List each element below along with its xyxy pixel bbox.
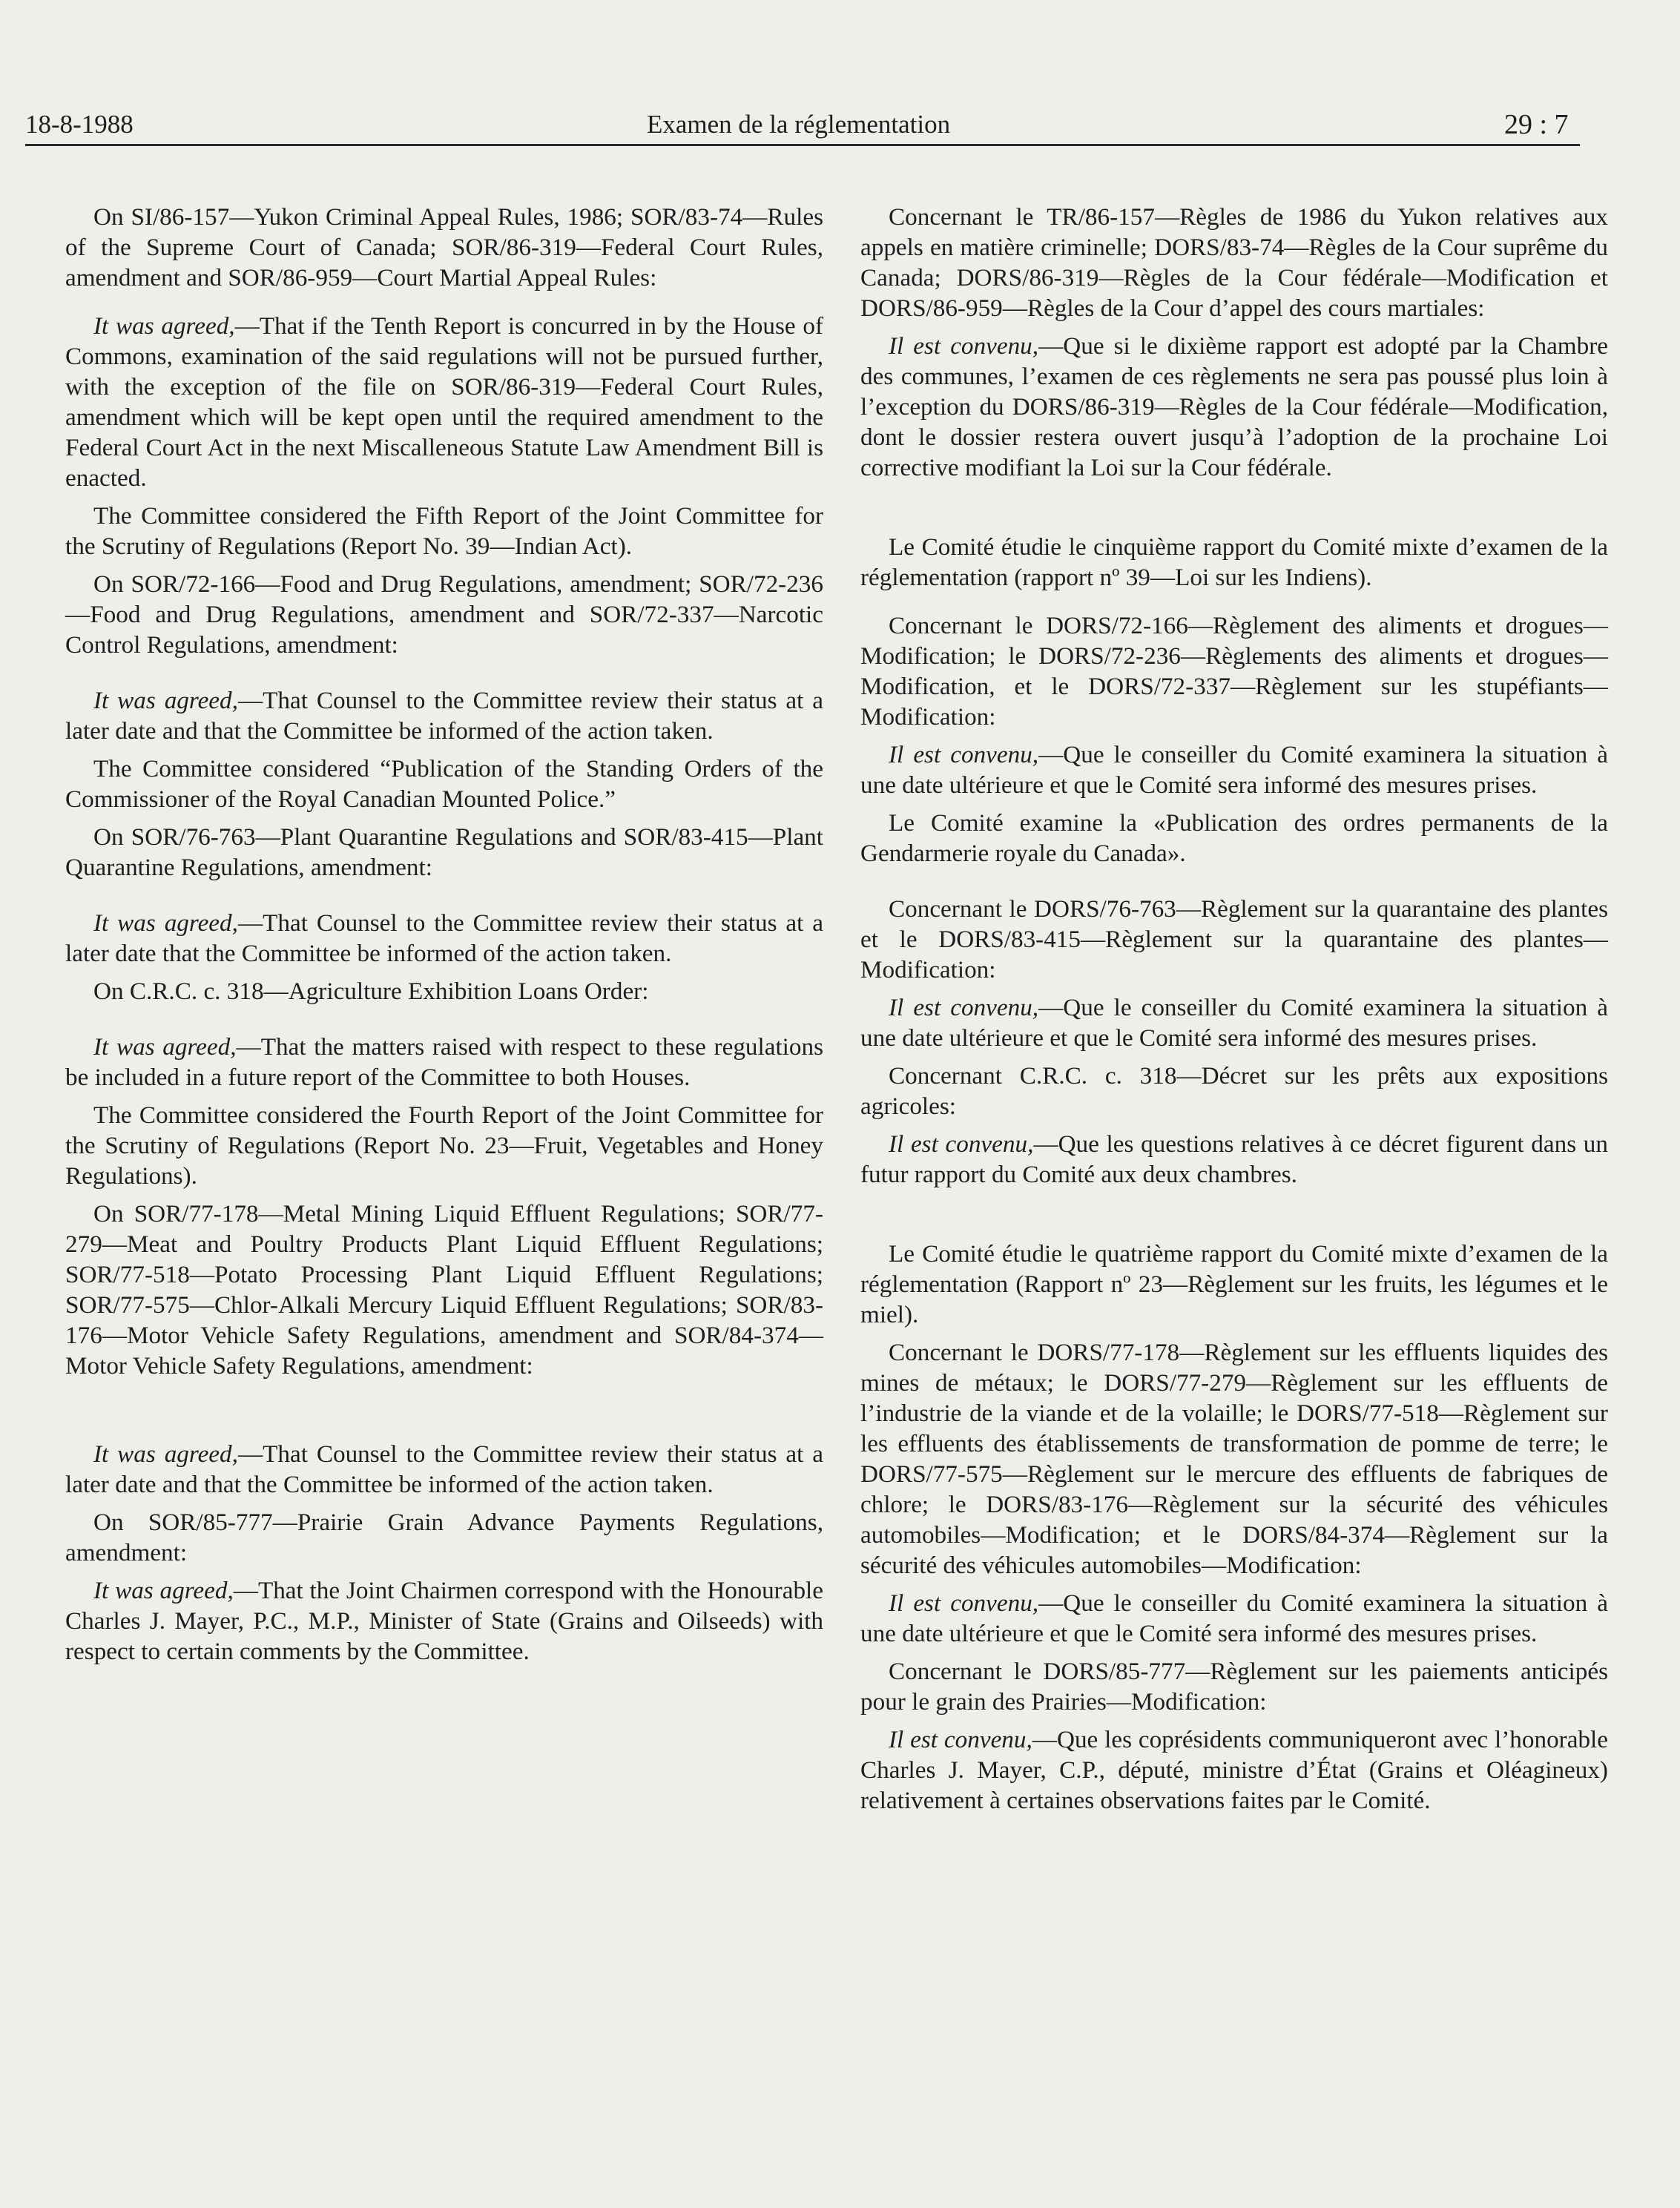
paragraph: Concernant le TR/86-157—Règles de 1986 du Yukon relatives aux appels en matière criminelle; DORS/83-74—Règles de la Cour suprême du Canada; DORS/86-319—Règles de la Cour fédérale—Modification et DORS/86-959—Règles de la Cour d’appel des cours martiales: <box>860 203 1608 322</box>
resolution-lead: Il est convenu, <box>889 994 1039 1021</box>
resolution-text: —Que les coprésidents communiqueront avec l’honorable Charles J. Mayer, C.P., député, ministre d’État (Grains et Oléagineux) relativement à certaines observations faites par le Comité. <box>860 1726 1608 1814</box>
paragraph: On SOR/76-763—Plant Quarantine Regulations and SOR/83-415—Plant Quarantine Regulations, amendment: <box>65 823 823 881</box>
paragraph: Concernant C.R.C. c. 318—Décret sur les prêts aux expositions agricoles: <box>860 1062 1608 1120</box>
resolution-text: —That Counsel to the Committee review their status at a later date that the Committee be informed of the action taken. <box>65 909 824 967</box>
header-title: Examen de la réglementation <box>647 110 951 139</box>
resolution-text: —Que le conseiller du Comité examinera la situation à une date ultérieure et que le Comité sera informé des mesures prises. <box>860 994 1608 1052</box>
resolution <box>860 739 1608 800</box>
paragraph: The Committee considered “Publication of the Standing Orders of the Commissioner of the Royal Canadian Mounted Police.” <box>65 755 823 813</box>
resolution <box>860 1588 1608 1649</box>
french-column <box>860 202 1608 1816</box>
resolution-lead: Il est convenu, <box>889 332 1039 360</box>
resolution <box>65 311 823 493</box>
header-rule <box>25 144 1580 146</box>
paragraph: Le Comité étudie le quatrième rapport du Comité mixte d’examen de la réglementation (Rapport nº 23—Règlement sur les fruits, les légumes et le miel). <box>860 1240 1608 1328</box>
paragraph: Concernant le DORS/76-763—Règlement sur la quarantaine des plantes et le DORS/83-415—Règlement sur la quarantaine des plantes—Modification: <box>860 895 1608 983</box>
resolution <box>65 1575 823 1667</box>
paragraph: Le Comité étudie le cinquième rapport du Comité mixte d’examen de la réglementation (rapport nº 39—Loi sur les Indiens). <box>860 533 1608 591</box>
resolution <box>65 1032 823 1093</box>
resolution <box>860 992 1608 1053</box>
resolution <box>860 1724 1608 1816</box>
paragraph: On C.R.C. c. 318—Agriculture Exhibition Loans Order: <box>93 978 649 1005</box>
resolution-lead: It was agreed, <box>93 1577 234 1604</box>
resolution-lead: Il est convenu, <box>889 1726 1032 1753</box>
resolution-text: —Que si le dixième rapport est adopté par la Chambre des communes, l’examen de ces règlements ne sera pas poussé plus loin à l’exception du DORS/86-319—Règles de la Cour fédérale—Modification, dont le dossier restera ouvert jusqu’à l’adoption de la prochaine Loi corrective modifiant la Loi sur la Cour fédérale. <box>860 332 1608 481</box>
paragraph: Le Comité examine la «Publication des ordres permanents de la Gendarmerie royale du Canada». <box>860 809 1608 867</box>
paragraph: On SOR/85-777—Prairie Grain Advance Payments Regulations, amendment: <box>65 1509 823 1566</box>
paragraph: On SI/86-157—Yukon Criminal Appeal Rules, 1986; SOR/83-74—Rules of the Supreme Court of Canada; SOR/86-319—Federal Court Rules, amendment and SOR/86-959—Court Martial Appeal Rules: <box>65 203 823 291</box>
resolution-lead: It was agreed, <box>93 687 238 714</box>
resolution <box>860 331 1608 483</box>
resolution-lead: Il est convenu, <box>889 741 1039 768</box>
header-date: 18-8-1988 <box>25 110 134 139</box>
resolution-text: —That Counsel to the Committee review their status at a later date and that the Committee be informed of the action taken. <box>65 687 824 745</box>
resolution <box>860 1129 1608 1190</box>
paragraph: Concernant le DORS/72-166—Règlement des aliments et drogues—Modification; le DORS/72-236—Règlements des aliments et drogues—Modification, et le DORS/72-337—Règlement sur les stupéfiants—Modification: <box>860 612 1608 731</box>
resolution-lead: It was agreed, <box>93 1440 238 1468</box>
page-number: 29 : 7 <box>1504 109 1569 140</box>
paragraph: Concernant le DORS/77-178—Règlement sur les effluents liquides des mines de métaux; le DORS/77-279—Règlement sur les effluents de l’industrie de la viande et de la volaille; le DORS/77-518—Règlement sur les effluents des établissements de transformation de pomme de terre; le DORS/77-575—Règlement sur le mercure des effluents de fabriques de chlore; le DORS/83-176—Règlement sur la sécurité des véhicules automobiles—Modification; et le DORS/84-374—Règlement sur la sécurité des véhicules automobiles—Modification: <box>860 1339 1608 1579</box>
paragraph: The Committee considered the Fourth Report of the Joint Committee for the Scrutiny of Regulations (Report No. 23—Fruit, Vegetables and Honey Regulations). <box>65 1101 823 1190</box>
resolution-text: —That if the Tenth Report is concurred in by the House of Commons, examination of the said regulations will not be pursued further, with the exception of the file on SOR/86-319—Federal Court Rules, amendment which will be kept open until the required amendment to the Federal Court Act in the next Miscalleneous Statute Law Amendment Bill is enacted. <box>65 312 824 492</box>
resolution <box>65 908 823 969</box>
resolution-text: —Que le conseiller du Comité examinera la situation à une date ultérieure et que le Comité sera informé des mesures prises. <box>860 741 1608 799</box>
resolution-text: —Que les questions relatives à ce décret figurent dans un futur rapport du Comité aux deux chambres. <box>860 1130 1608 1188</box>
paragraph: The Committee considered the Fifth Report of the Joint Committee for the Scrutiny of Regulations (Report No. 39—Indian Act). <box>65 502 823 560</box>
resolution-text: —That Counsel to the Committee review their status at a later date and that the Committee be informed of the action taken. <box>65 1440 824 1498</box>
paragraph: Concernant le DORS/85-777—Règlement sur les paiements anticipés pour le grain des Prairies—Modification: <box>860 1658 1608 1716</box>
resolution-lead: It was agreed, <box>93 909 238 937</box>
resolution-lead: It was agreed, <box>93 1033 237 1061</box>
resolution-text: —That the matters raised with respect to these regulations be included in a future report of the Committee to both Houses. <box>65 1033 823 1091</box>
paragraph: On SOR/72-166—Food and Drug Regulations, amendment; SOR/72-236—Food and Drug Regulations, amendment and SOR/72-337—Narcotic Control Regulations, amendment: <box>65 570 823 659</box>
resolution <box>65 685 823 746</box>
resolution-lead: It was agreed, <box>93 312 235 340</box>
resolution <box>65 1439 823 1500</box>
resolution-text: —That the Joint Chairmen correspond with the Honourable Charles J. Mayer, P.C., M.P., Minister of State (Grains and Oilseeds) with respect to certain comments by the Committee. <box>65 1577 823 1665</box>
paragraph: On SOR/77-178—Metal Mining Liquid Effluent Regulations; SOR/77-279—Meat and Poultry Products Plant Liquid Effluent Regulations; SOR/77-518—Potato Processing Plant Liquid Effluent Regulations; SOR/77-575—Chlor-Alkali Mercury Liquid Effluent Regulations; SOR/83-176—Motor Vehicle Safety Regulations, amendment and SOR/84-374—Motor Vehicle Safety Regulations, amendment: <box>65 1200 823 1380</box>
english-column <box>65 202 823 1667</box>
resolution-lead: Il est convenu, <box>889 1130 1034 1158</box>
resolution-text: —Que le conseiller du Comité examinera la situation à une date ultérieure et que le Comité sera informé des mesures prises. <box>860 1589 1608 1647</box>
resolution-lead: Il est convenu, <box>889 1589 1039 1617</box>
